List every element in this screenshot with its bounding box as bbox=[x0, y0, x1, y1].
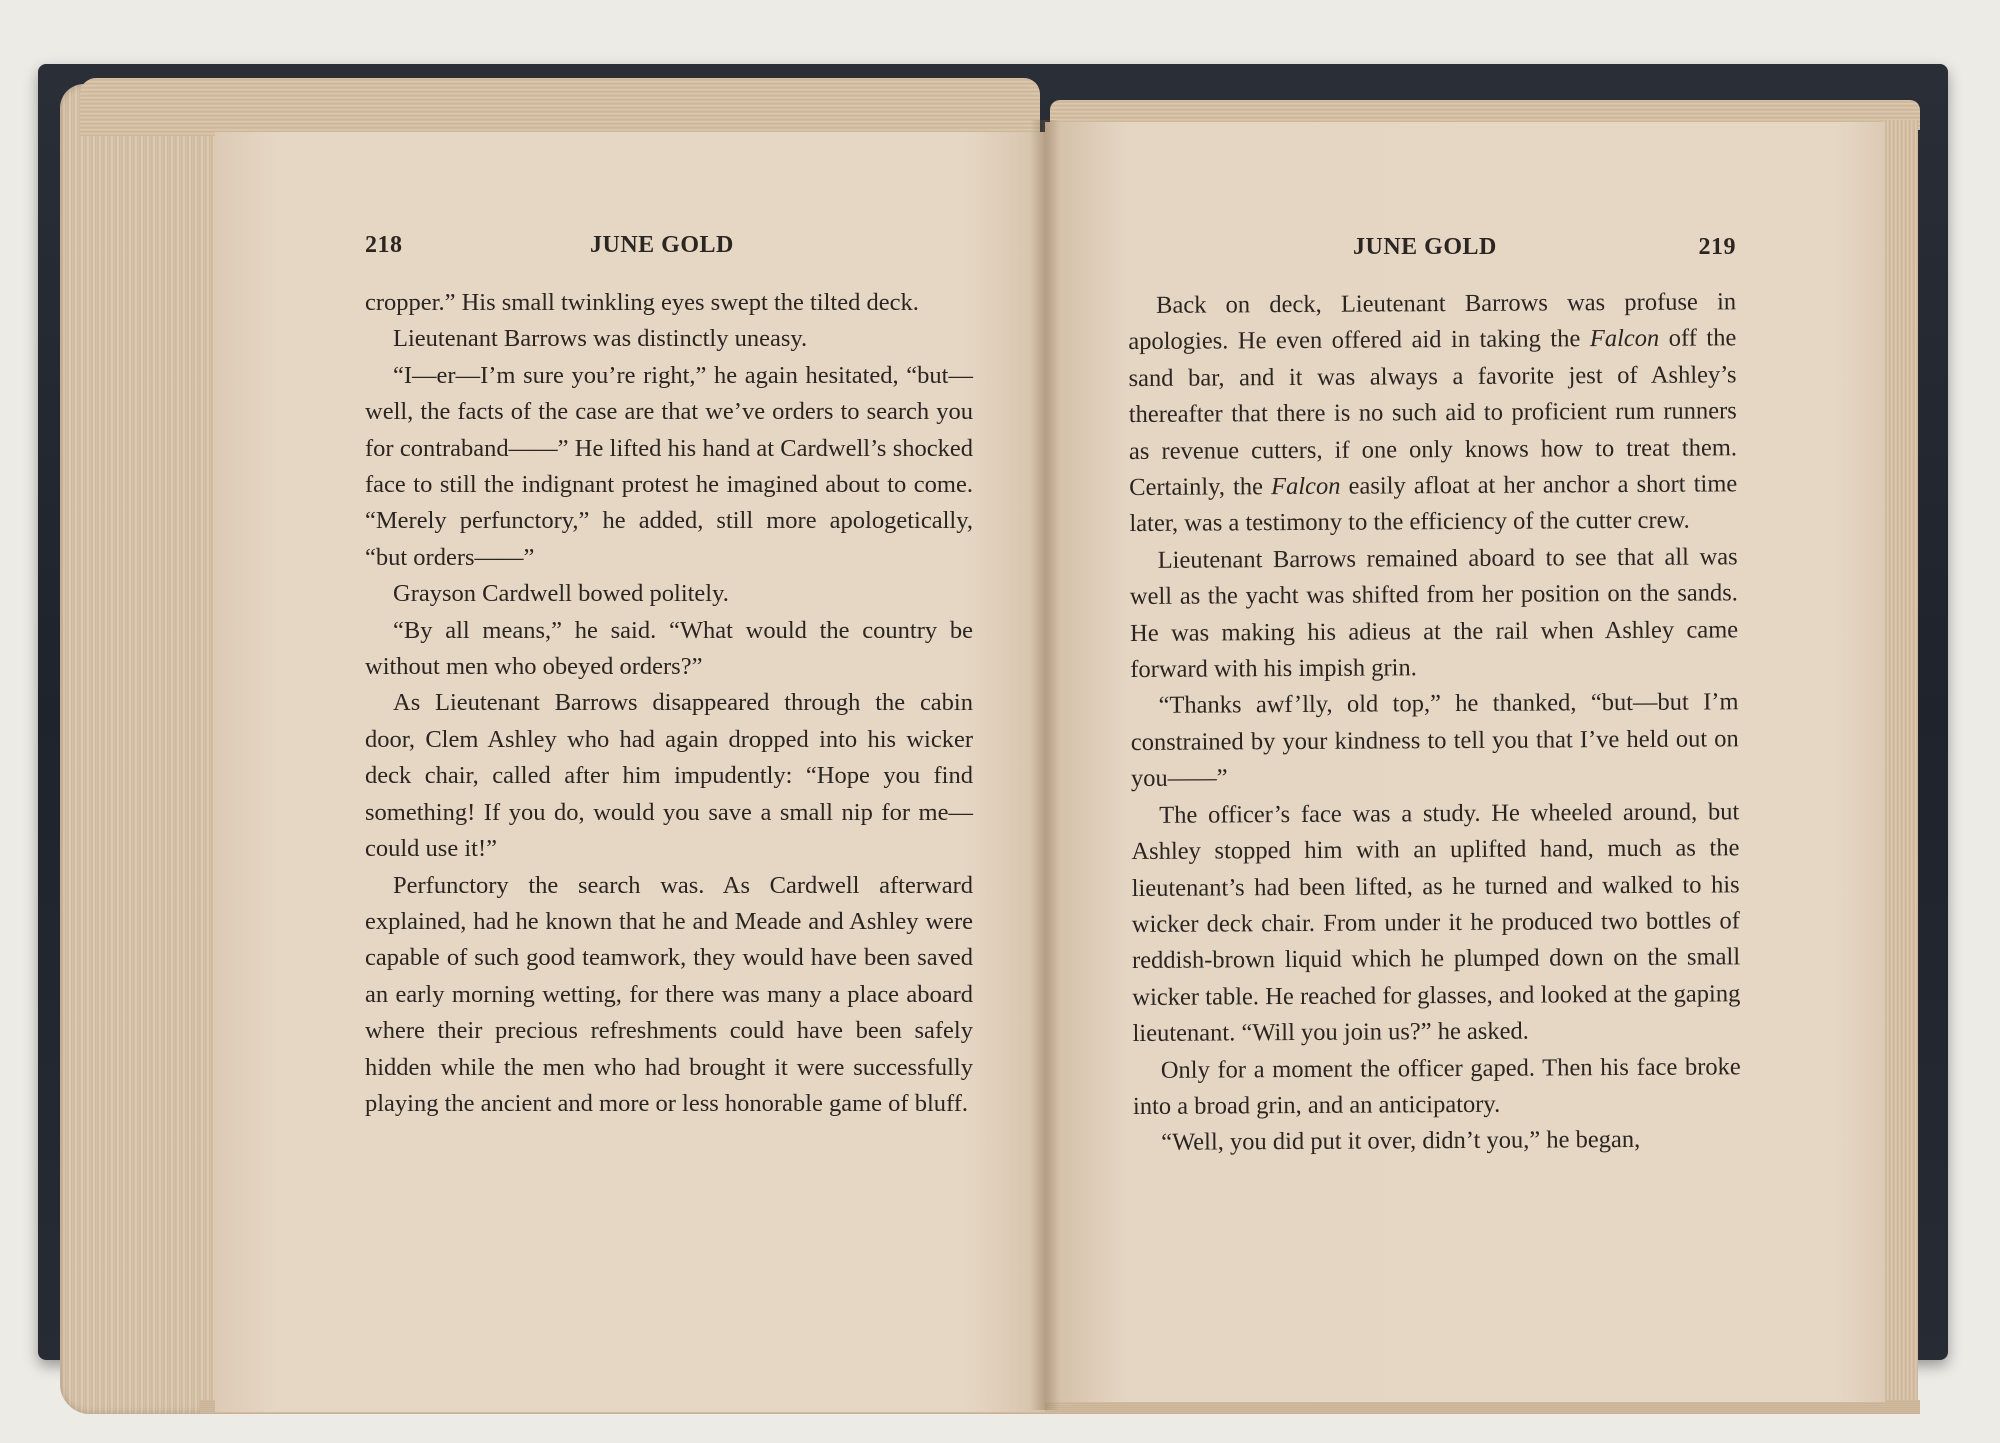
paragraph: Perfunctory the search was. As Cardwell afterward explained, had he known that he and Meade and Ashley were capable of such good teamwork, they would have been saved an early morning wetting, for there was many a place aboard where their precious refreshments could have been safely hidden while the men who had brought it were successfully playing the ancient and more or less honorable game of bluff. bbox=[365, 871, 973, 1117]
text-run: easily afloat at her anchor a short time later, was a testimony to the efficiency of the cutter crew. bbox=[1129, 470, 1738, 538]
text-run: off the sand bar, and it was always a favorite jest of Ashley’s thereafter that there is no such aid to proficient rum runners as revenue cutters, if one only knows how to treat them. Certainly, the bbox=[1128, 324, 1738, 502]
paragraph: Only for a moment the officer gaped. Then his face broke into a broad grin, and an anticipatory. bbox=[1132, 1052, 1741, 1120]
paragraph bbox=[1128, 284, 1738, 543]
left-running-title: JUNE GOLD bbox=[590, 232, 734, 258]
right-page-number: 219 bbox=[1698, 234, 1736, 260]
page-edges-top bbox=[80, 78, 1040, 136]
book-gutter bbox=[1030, 120, 1060, 1410]
paragraph: Lieutenant Barrows was distinctly uneasy. bbox=[393, 325, 808, 353]
text-run: Back on deck, Lieutenant Barrows was profuse in apologies. He even offered aid in taking the bbox=[1128, 288, 1737, 356]
vessel-name: Falcon bbox=[1270, 472, 1341, 501]
paragraph: “Thanks awf’lly, old top,” he thanked, “but—but I’m constrained by your kindness to tell you that I’ve held out on you——” bbox=[1130, 688, 1739, 793]
paragraph: Grayson Cardwell bowed politely. bbox=[393, 580, 729, 608]
page-edges-right bbox=[1880, 120, 1918, 1400]
paragraph: “I—er—I’m sure you’re right,” he again hesitated, “but—well, the facts of the case are that we’ve orders to search you for contraband——” He lifted his hand at Cardwell’s shocked face to still the indignant protest he imagined about to come. “Merely perfunctory,” he added, still more apologetically, “but orders——” bbox=[365, 361, 973, 571]
paragraph: The officer’s face was a study. He wheeled around, but Ashley stopped him with an uplifted hand, much as the lieutenant’s had been lifted, as he turned and walked to his wicker deck chair. From under it he produced two bottles of reddish-brown liquid which he plumped down on the small wicker table. He reached for glasses, and looked at the gaping lieutenant. “Will you join us?” he asked. bbox=[1131, 797, 1741, 1048]
paragraph: “Well, you did put it over, didn’t you,” he began, bbox=[1161, 1126, 1641, 1157]
vessel-name: Falcon bbox=[1589, 325, 1660, 353]
left-page-number: 218 bbox=[365, 232, 403, 258]
right-running-title: JUNE GOLD bbox=[1353, 234, 1497, 260]
right-page-text bbox=[1128, 284, 1741, 1161]
paragraph: “By all means,” he said. “What would the country be without men who obeyed orders?” bbox=[365, 616, 973, 681]
paragraph: As Lieutenant Barrows disappeared through the cabin door, Clem Ashley who had again dropped into his wicker deck chair, called after him impudently: “Hope you find something! If you do, would you save a small nip for me—could use it!” bbox=[365, 689, 973, 863]
left-page-text bbox=[365, 285, 973, 1122]
paragraph: Lieutenant Barrows remained aboard to see that all was well as the yacht was shifted from her position on the sands. He was making his adieus at the rail when Ashley came forward with his impish grin. bbox=[1129, 543, 1739, 684]
paragraph: cropper.” His small twinkling eyes swept the tilted deck. bbox=[365, 289, 919, 316]
